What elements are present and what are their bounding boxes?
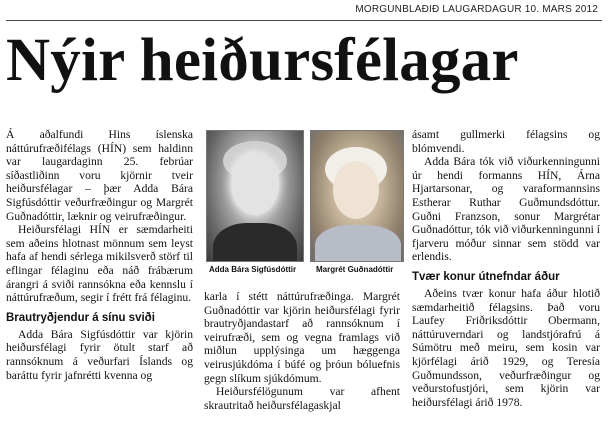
paragraph: Heiðursfélögunum var afhent skrautritað heiðursfélagaskjal	[204, 385, 400, 412]
paragraph: karla í stétt náttúrufræðinga. Margrét Guðnadóttir var kjörin heiðursfélagi fyrir brautryðjandastarf að rannsóknum í veirufræði, sem og vegna framlags við miðlun upplýsinga um hæggenga veirusjúkdóma í búfé og þróun bóluefnis gegn slíkum sjúkdómum.	[204, 290, 400, 385]
photo-shoulders	[213, 223, 297, 262]
paragraph: Heiðursfélagi HÍN er sæmdarheiti sem aðeins hlotnast mönnum sem leyst hafa af hendi sérlega mikilsverð störf til eflingar félaginu eða náð frábærum árangri á sviði rannsókna eða kennslu í náttúrufræðum, segir í frétt frá félaginu.	[6, 223, 193, 305]
article-column-2	[204, 290, 400, 412]
headline: Nýir heiðursfélagar	[6, 27, 519, 94]
paragraph: Aðeins tvær konur hafa áður hlotið sæmdarheitið félagsins. Það voru Laufey Friðriksdóttir Obermann, náttúruverndari og landstjórafrú á Súmötru með meiru, sem kosin var kjörfélagi árið 1929, og Teresía Guðmundsson, veðurfræðingur og veðurstofustjóri, sem kjörin var heiðursfélagi árið 1978.	[412, 286, 600, 409]
article-column-1	[6, 128, 193, 382]
photo-margret	[310, 130, 404, 262]
photo-shoulders	[315, 225, 401, 262]
photo-adda-bara	[206, 130, 304, 262]
subheading: Tvær konur útnefndar áður	[412, 270, 560, 283]
paragraph: Á aðalfundi Hins íslenska náttúrufræðifélags (HÍN) sem haldinn var laugardaginn 25. febrúar síðastliðinn voru kjörnir tveir heiðursfélagar – þær Adda Bára Sigfúsdóttir veðurfræðingur og Margrét Guðnadóttir, læknir og veirufræðingur.	[6, 128, 193, 223]
subheading: Brautryðjendur á sínu sviði	[6, 311, 155, 324]
paragraph: ásamt gullmerki félagsins og blómvendi.	[412, 128, 600, 155]
top-rule	[6, 20, 602, 21]
photo-caption: Margrét Guðnadóttir	[316, 265, 394, 274]
photo-face	[333, 161, 379, 219]
masthead: MORGUNBLAÐIÐ LAUGARDAGUR 10. MARS 2012	[355, 4, 598, 15]
article-column-3	[412, 128, 600, 409]
photo-face	[231, 153, 279, 215]
paragraph: Adda Bára Sigfúsdóttir var kjörin heiðursfélagi fyrir ötult starf að rannsóknum á veðurfari Íslands og baráttu fyrir jafnrétti kvenna og	[6, 327, 193, 382]
paragraph: Adda Bára tók við viðurkenningunni úr hendi formanns HÍN, Árna Hjartarsonar, og varaformannsins Estherar Ruthar Guðmundsdóttur. Guðni Franzson, sonur Margrétar Guðnadóttur, tók við viðurkenningunni í fjarveru móður sinnar sem stödd var erlendis.	[412, 155, 600, 264]
photo-caption: Adda Bára Sigfúsdóttir	[209, 265, 297, 274]
